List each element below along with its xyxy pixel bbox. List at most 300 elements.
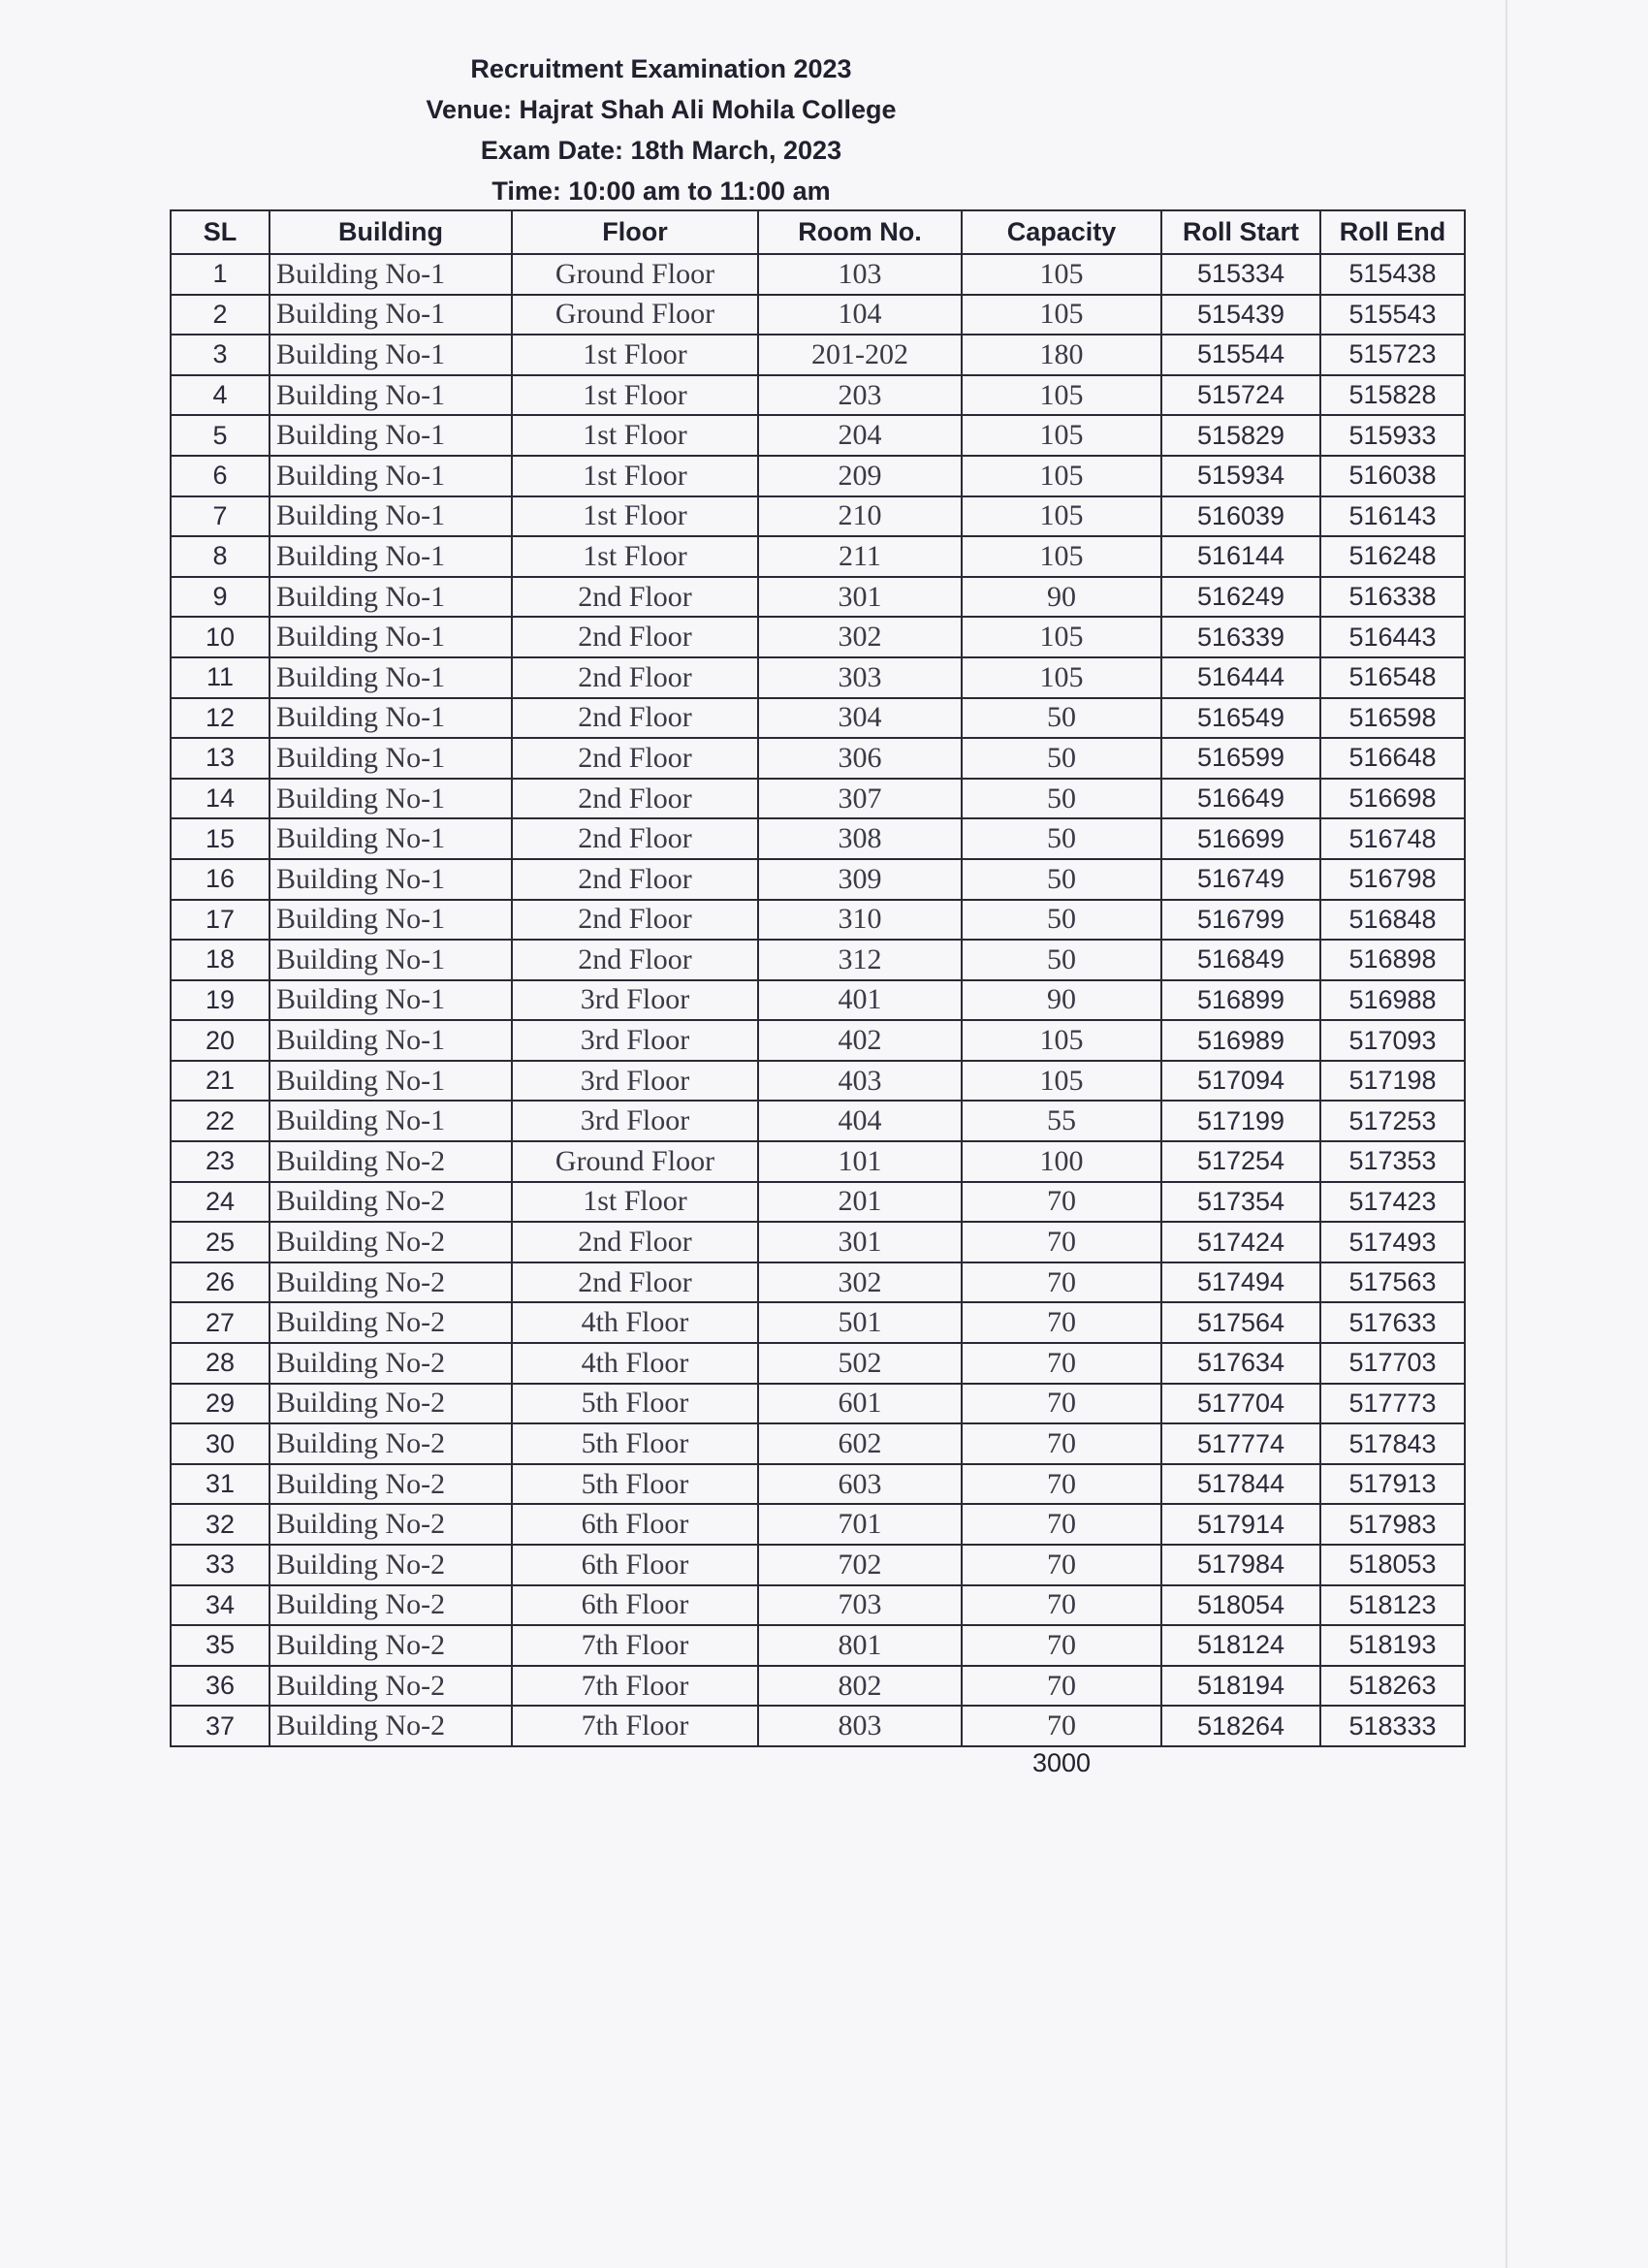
cell-floor: 5th Floor [512, 1423, 758, 1464]
cell-building: Building No-2 [269, 1182, 512, 1223]
cell-roll-end: 516898 [1320, 940, 1465, 980]
cell-capacity: 70 [962, 1423, 1161, 1464]
cell-capacity: 105 [962, 1061, 1161, 1102]
table-row [171, 779, 1465, 819]
cell-floor: 6th Floor [512, 1545, 758, 1585]
cell-capacity: 90 [962, 577, 1161, 618]
table-row [171, 1545, 1465, 1585]
cell-floor: Ground Floor [512, 254, 758, 295]
cell-roll-start: 516549 [1161, 698, 1320, 739]
cell-building: Building No-2 [269, 1262, 512, 1303]
cell-building: Building No-1 [269, 1061, 512, 1102]
cell-floor: 2nd Floor [512, 1262, 758, 1303]
cell-sl: 3 [171, 335, 269, 375]
cell-building: Building No-1 [269, 617, 512, 657]
cell-sl: 13 [171, 738, 269, 779]
cell-building: Building No-1 [269, 415, 512, 456]
cell-capacity: 105 [962, 536, 1161, 577]
table-row [171, 335, 1465, 375]
table-row [171, 1343, 1465, 1384]
table-row [171, 738, 1465, 779]
cell-roll-start: 517254 [1161, 1141, 1320, 1182]
cell-roll-end: 518123 [1320, 1585, 1465, 1626]
cell-floor: 1st Floor [512, 496, 758, 537]
cell-sl: 11 [171, 657, 269, 698]
cell-capacity: 50 [962, 738, 1161, 779]
cell-sl: 14 [171, 779, 269, 819]
cell-roll-start: 516444 [1161, 657, 1320, 698]
cell-room-no: 801 [758, 1625, 962, 1666]
cell-roll-start: 517634 [1161, 1343, 1320, 1384]
table-row [171, 900, 1465, 941]
cell-room-no: 602 [758, 1423, 962, 1464]
cell-sl: 27 [171, 1302, 269, 1343]
exam-date-line: Exam Date: 18th March, 2023 [480, 136, 842, 165]
cell-floor: 6th Floor [512, 1585, 758, 1626]
cell-room-no: 603 [758, 1464, 962, 1505]
cell-sl: 17 [171, 900, 269, 941]
col-header-roll-end: Roll End [1320, 210, 1465, 254]
cell-sl: 18 [171, 940, 269, 980]
cell-roll-start: 515724 [1161, 375, 1320, 416]
table-row [171, 254, 1465, 295]
cell-roll-end: 516598 [1320, 698, 1465, 739]
exam-time-line: Time: 10:00 am to 11:00 am [491, 176, 831, 206]
cell-floor: 7th Floor [512, 1706, 758, 1746]
cell-floor: 2nd Floor [512, 577, 758, 618]
cell-room-no: 308 [758, 818, 962, 859]
table-row [171, 1222, 1465, 1262]
table-row [171, 617, 1465, 657]
cell-building: Building No-2 [269, 1141, 512, 1182]
cell-floor: 2nd Floor [512, 657, 758, 698]
cell-roll-start: 516039 [1161, 496, 1320, 537]
cell-capacity: 105 [962, 617, 1161, 657]
cell-sl: 36 [171, 1666, 269, 1707]
cell-building: Building No-2 [269, 1302, 512, 1343]
cell-sl: 4 [171, 375, 269, 416]
venue-line: Venue: Hajrat Shah Ali Mohila College [426, 95, 897, 124]
cell-sl: 15 [171, 818, 269, 859]
cell-floor: 3rd Floor [512, 1020, 758, 1061]
cell-sl: 29 [171, 1384, 269, 1424]
cell-roll-end: 516548 [1320, 657, 1465, 698]
cell-sl: 21 [171, 1061, 269, 1102]
cell-floor: 1st Floor [512, 536, 758, 577]
cell-room-no: 104 [758, 295, 962, 335]
cell-sl: 33 [171, 1545, 269, 1585]
cell-roll-start: 517094 [1161, 1061, 1320, 1102]
cell-capacity: 70 [962, 1545, 1161, 1585]
cell-room-no: 201 [758, 1182, 962, 1223]
cell-floor: 1st Floor [512, 1182, 758, 1223]
table-row [171, 577, 1465, 618]
cell-roll-start: 517494 [1161, 1262, 1320, 1303]
cell-capacity: 105 [962, 496, 1161, 537]
cell-building: Building No-1 [269, 738, 512, 779]
cell-capacity: 50 [962, 900, 1161, 941]
cell-roll-start: 516649 [1161, 779, 1320, 819]
seat-allocation-table [170, 209, 1466, 1747]
cell-floor: 2nd Floor [512, 779, 758, 819]
cell-building: Building No-2 [269, 1384, 512, 1424]
cell-floor: 1st Floor [512, 375, 758, 416]
cell-capacity: 105 [962, 456, 1161, 496]
col-header-room-no: Room No. [758, 210, 962, 254]
cell-roll-end: 516648 [1320, 738, 1465, 779]
cell-roll-start: 518264 [1161, 1706, 1320, 1746]
cell-roll-start: 516749 [1161, 859, 1320, 900]
table-row [171, 657, 1465, 698]
cell-room-no: 310 [758, 900, 962, 941]
cell-building: Building No-1 [269, 900, 512, 941]
cell-roll-start: 516339 [1161, 617, 1320, 657]
cell-floor: 2nd Floor [512, 940, 758, 980]
cell-floor: Ground Floor [512, 295, 758, 335]
cell-roll-end: 517843 [1320, 1423, 1465, 1464]
page-edge [1505, 0, 1507, 2268]
cell-building: Building No-1 [269, 1020, 512, 1061]
cell-building: Building No-1 [269, 1101, 512, 1141]
cell-capacity: 180 [962, 335, 1161, 375]
cell-roll-end: 516248 [1320, 536, 1465, 577]
cell-floor: 7th Floor [512, 1625, 758, 1666]
cell-roll-end: 516443 [1320, 617, 1465, 657]
cell-building: Building No-2 [269, 1464, 512, 1505]
cell-roll-start: 515934 [1161, 456, 1320, 496]
cell-capacity: 105 [962, 657, 1161, 698]
cell-room-no: 702 [758, 1545, 962, 1585]
table-body [171, 254, 1465, 1746]
cell-room-no: 802 [758, 1666, 962, 1707]
cell-building: Building No-1 [269, 254, 512, 295]
cell-roll-end: 518193 [1320, 1625, 1465, 1666]
cell-room-no: 103 [758, 254, 962, 295]
cell-floor: 2nd Floor [512, 1222, 758, 1262]
col-header-floor: Floor [512, 210, 758, 254]
table-row [171, 496, 1465, 537]
cell-sl: 10 [171, 617, 269, 657]
table-row [171, 1625, 1465, 1666]
cell-building: Building No-1 [269, 375, 512, 416]
col-header-building: Building [269, 210, 512, 254]
cell-floor: 3rd Floor [512, 1061, 758, 1102]
table-row [171, 456, 1465, 496]
cell-floor: 1st Floor [512, 335, 758, 375]
cell-capacity: 50 [962, 779, 1161, 819]
cell-building: Building No-1 [269, 859, 512, 900]
table-row [171, 1585, 1465, 1626]
col-header-capacity: Capacity [962, 210, 1161, 254]
cell-roll-start: 517844 [1161, 1464, 1320, 1505]
cell-sl: 5 [171, 415, 269, 456]
cell-roll-start: 518054 [1161, 1585, 1320, 1626]
cell-capacity: 100 [962, 1141, 1161, 1182]
cell-roll-end: 516698 [1320, 779, 1465, 819]
cell-roll-start: 517354 [1161, 1182, 1320, 1223]
cell-sl: 9 [171, 577, 269, 618]
cell-roll-start: 516989 [1161, 1020, 1320, 1061]
cell-room-no: 307 [758, 779, 962, 819]
cell-roll-start: 517424 [1161, 1222, 1320, 1262]
cell-building: Building No-1 [269, 940, 512, 980]
table-row [171, 536, 1465, 577]
cell-roll-end: 518333 [1320, 1706, 1465, 1746]
cell-roll-start: 516249 [1161, 577, 1320, 618]
cell-room-no: 312 [758, 940, 962, 980]
cell-roll-start: 517914 [1161, 1504, 1320, 1545]
cell-roll-start: 515544 [1161, 335, 1320, 375]
table-row [171, 1020, 1465, 1061]
cell-room-no: 803 [758, 1706, 962, 1746]
cell-roll-end: 516143 [1320, 496, 1465, 537]
cell-building: Building No-1 [269, 496, 512, 537]
table-row [171, 818, 1465, 859]
table-row [171, 1061, 1465, 1102]
cell-roll-end: 517353 [1320, 1141, 1465, 1182]
cell-room-no: 302 [758, 617, 962, 657]
cell-capacity: 105 [962, 1020, 1161, 1061]
cell-building: Building No-2 [269, 1625, 512, 1666]
cell-roll-end: 517913 [1320, 1464, 1465, 1505]
cell-capacity: 50 [962, 818, 1161, 859]
cell-room-no: 306 [758, 738, 962, 779]
cell-room-no: 101 [758, 1141, 962, 1182]
cell-sl: 34 [171, 1585, 269, 1626]
table-row [171, 698, 1465, 739]
cell-roll-end: 516798 [1320, 859, 1465, 900]
cell-roll-start: 518194 [1161, 1666, 1320, 1707]
cell-roll-end: 517253 [1320, 1101, 1465, 1141]
cell-capacity: 50 [962, 859, 1161, 900]
cell-building: Building No-1 [269, 818, 512, 859]
cell-capacity: 105 [962, 415, 1161, 456]
cell-floor: 7th Floor [512, 1666, 758, 1707]
cell-floor: 6th Floor [512, 1504, 758, 1545]
cell-capacity: 70 [962, 1504, 1161, 1545]
cell-roll-end: 517703 [1320, 1343, 1465, 1384]
table-row [171, 1302, 1465, 1343]
table-row [171, 980, 1465, 1021]
cell-floor: 3rd Floor [512, 1101, 758, 1141]
cell-roll-start: 516899 [1161, 980, 1320, 1021]
cell-sl: 7 [171, 496, 269, 537]
table-header-row [171, 210, 1465, 254]
cell-capacity: 70 [962, 1262, 1161, 1303]
table-row [171, 859, 1465, 900]
cell-room-no: 211 [758, 536, 962, 577]
cell-floor: 1st Floor [512, 415, 758, 456]
document-header [165, 48, 1157, 211]
cell-capacity: 55 [962, 1101, 1161, 1141]
cell-floor: 2nd Floor [512, 698, 758, 739]
cell-roll-end: 515723 [1320, 335, 1465, 375]
cell-sl: 19 [171, 980, 269, 1021]
cell-roll-end: 518263 [1320, 1666, 1465, 1707]
cell-roll-end: 517198 [1320, 1061, 1465, 1102]
cell-floor: 4th Floor [512, 1302, 758, 1343]
cell-capacity: 70 [962, 1585, 1161, 1626]
cell-roll-start: 515439 [1161, 295, 1320, 335]
cell-building: Building No-2 [269, 1343, 512, 1384]
cell-floor: Ground Floor [512, 1141, 758, 1182]
cell-roll-start: 517564 [1161, 1302, 1320, 1343]
cell-building: Building No-1 [269, 536, 512, 577]
cell-room-no: 401 [758, 980, 962, 1021]
cell-capacity: 90 [962, 980, 1161, 1021]
cell-roll-start: 517774 [1161, 1423, 1320, 1464]
cell-roll-start: 515334 [1161, 254, 1320, 295]
col-header-sl: SL [171, 210, 269, 254]
cell-room-no: 309 [758, 859, 962, 900]
cell-floor: 2nd Floor [512, 900, 758, 941]
total-capacity: 3000 [1031, 1748, 1092, 1777]
cell-roll-end: 517633 [1320, 1302, 1465, 1343]
cell-building: Building No-2 [269, 1222, 512, 1262]
cell-building: Building No-2 [269, 1545, 512, 1585]
cell-sl: 22 [171, 1101, 269, 1141]
cell-sl: 37 [171, 1706, 269, 1746]
cell-capacity: 70 [962, 1182, 1161, 1223]
cell-building: Building No-1 [269, 980, 512, 1021]
table-row [171, 415, 1465, 456]
table-row [171, 1423, 1465, 1464]
cell-sl: 16 [171, 859, 269, 900]
table-row [171, 1384, 1465, 1424]
cell-sl: 30 [171, 1423, 269, 1464]
cell-floor: 5th Floor [512, 1384, 758, 1424]
cell-roll-start: 518124 [1161, 1625, 1320, 1666]
cell-room-no: 501 [758, 1302, 962, 1343]
cell-roll-start: 517199 [1161, 1101, 1320, 1141]
cell-building: Building No-2 [269, 1706, 512, 1746]
cell-capacity: 70 [962, 1302, 1161, 1343]
cell-room-no: 403 [758, 1061, 962, 1102]
cell-building: Building No-2 [269, 1504, 512, 1545]
cell-roll-end: 517423 [1320, 1182, 1465, 1223]
cell-capacity: 105 [962, 375, 1161, 416]
cell-floor: 3rd Floor [512, 980, 758, 1021]
cell-roll-start: 517984 [1161, 1545, 1320, 1585]
cell-room-no: 303 [758, 657, 962, 698]
table-row [171, 375, 1465, 416]
cell-capacity: 70 [962, 1384, 1161, 1424]
cell-roll-start: 515829 [1161, 415, 1320, 456]
cell-sl: 25 [171, 1222, 269, 1262]
cell-floor: 2nd Floor [512, 818, 758, 859]
cell-roll-end: 517093 [1320, 1020, 1465, 1061]
cell-sl: 12 [171, 698, 269, 739]
cell-room-no: 301 [758, 577, 962, 618]
exam-title: Recruitment Examination 2023 [470, 54, 852, 83]
cell-roll-end: 516038 [1320, 456, 1465, 496]
table-row [171, 1504, 1465, 1545]
cell-floor: 2nd Floor [512, 738, 758, 779]
cell-roll-end: 515933 [1320, 415, 1465, 456]
cell-capacity: 70 [962, 1625, 1161, 1666]
cell-room-no: 404 [758, 1101, 962, 1141]
cell-roll-end: 517773 [1320, 1384, 1465, 1424]
cell-capacity: 70 [962, 1666, 1161, 1707]
cell-capacity: 70 [962, 1464, 1161, 1505]
cell-roll-start: 516699 [1161, 818, 1320, 859]
cell-room-no: 601 [758, 1384, 962, 1424]
cell-sl: 24 [171, 1182, 269, 1223]
cell-sl: 8 [171, 536, 269, 577]
cell-building: Building No-1 [269, 698, 512, 739]
cell-roll-end: 515438 [1320, 254, 1465, 295]
table-row [171, 1262, 1465, 1303]
cell-roll-end: 517983 [1320, 1504, 1465, 1545]
cell-roll-end: 517563 [1320, 1262, 1465, 1303]
cell-capacity: 105 [962, 254, 1161, 295]
cell-roll-end: 516988 [1320, 980, 1465, 1021]
cell-room-no: 302 [758, 1262, 962, 1303]
cell-floor: 5th Floor [512, 1464, 758, 1505]
table-row [171, 295, 1465, 335]
cell-room-no: 210 [758, 496, 962, 537]
cell-room-no: 203 [758, 375, 962, 416]
cell-room-no: 204 [758, 415, 962, 456]
cell-roll-end: 516848 [1320, 900, 1465, 941]
col-header-roll-start: Roll Start [1161, 210, 1320, 254]
cell-room-no: 304 [758, 698, 962, 739]
table-row [171, 1706, 1465, 1746]
cell-building: Building No-2 [269, 1423, 512, 1464]
cell-roll-start: 516849 [1161, 940, 1320, 980]
table-row [171, 1141, 1465, 1182]
cell-room-no: 502 [758, 1343, 962, 1384]
cell-capacity: 70 [962, 1343, 1161, 1384]
cell-roll-end: 517493 [1320, 1222, 1465, 1262]
cell-building: Building No-1 [269, 456, 512, 496]
cell-building: Building No-1 [269, 577, 512, 618]
cell-building: Building No-2 [269, 1585, 512, 1626]
cell-sl: 23 [171, 1141, 269, 1182]
cell-sl: 2 [171, 295, 269, 335]
cell-sl: 26 [171, 1262, 269, 1303]
cell-room-no: 209 [758, 456, 962, 496]
table-row [171, 940, 1465, 980]
cell-floor: 1st Floor [512, 456, 758, 496]
cell-building: Building No-1 [269, 779, 512, 819]
cell-roll-end: 516338 [1320, 577, 1465, 618]
cell-roll-start: 516799 [1161, 900, 1320, 941]
cell-roll-start: 516144 [1161, 536, 1320, 577]
cell-room-no: 703 [758, 1585, 962, 1626]
cell-capacity: 70 [962, 1222, 1161, 1262]
cell-room-no: 402 [758, 1020, 962, 1061]
cell-floor: 4th Floor [512, 1343, 758, 1384]
cell-roll-end: 516748 [1320, 818, 1465, 859]
cell-roll-end: 515828 [1320, 375, 1465, 416]
cell-roll-end: 518053 [1320, 1545, 1465, 1585]
cell-building: Building No-1 [269, 657, 512, 698]
cell-room-no: 201-202 [758, 335, 962, 375]
cell-capacity: 105 [962, 295, 1161, 335]
cell-capacity: 50 [962, 698, 1161, 739]
cell-capacity: 70 [962, 1706, 1161, 1746]
cell-roll-start: 517704 [1161, 1384, 1320, 1424]
cell-sl: 1 [171, 254, 269, 295]
cell-roll-start: 516599 [1161, 738, 1320, 779]
cell-building: Building No-1 [269, 295, 512, 335]
cell-floor: 2nd Floor [512, 617, 758, 657]
cell-floor: 2nd Floor [512, 859, 758, 900]
cell-capacity: 50 [962, 940, 1161, 980]
cell-sl: 28 [171, 1343, 269, 1384]
cell-sl: 20 [171, 1020, 269, 1061]
